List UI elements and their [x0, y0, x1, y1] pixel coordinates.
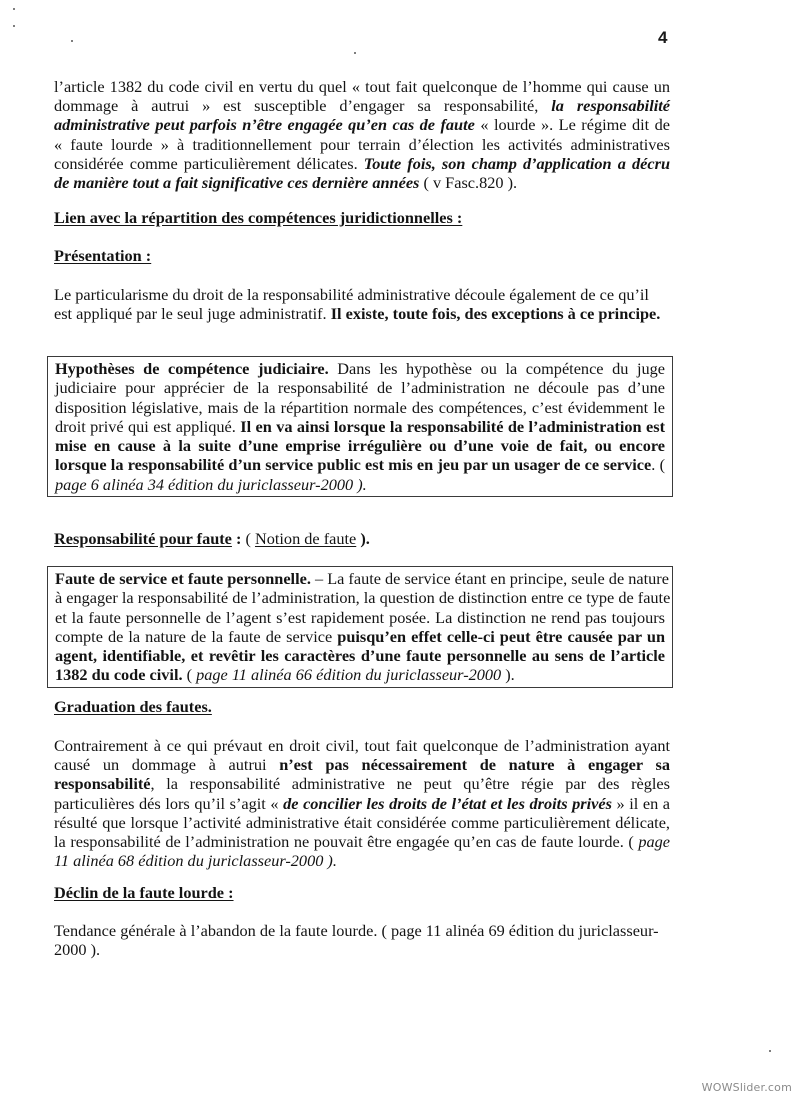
presentation-line-2-bold: Il existe, toute fois, des exceptions à ce principe.	[330, 304, 661, 324]
text-line	[54, 154, 670, 173]
text-line	[55, 569, 669, 588]
text-line	[55, 359, 665, 378]
section-heading-presentation: Présentation :	[54, 246, 152, 265]
plain-text: considérée comme particulièrement délicates.	[54, 153, 364, 173]
intro-paragraph	[54, 77, 670, 192]
heading-underlined-part: Responsabilité pour faute	[54, 529, 232, 548]
text-line	[54, 115, 670, 134]
section-heading-lien: Lien avec la répartition des compétences juridictionnelles :	[54, 208, 463, 227]
presentation-line-1: Le particularisme du droit de la responsabilité administrative découle également de ce qu’il	[54, 285, 649, 304]
declin-paragraph	[54, 921, 670, 959]
heading-colon: :	[231, 529, 246, 548]
plain-text: disposition législative, mais de la répartition normale des compétences, c’est évidemment le	[55, 397, 665, 417]
bold-italic-text: de manière tout a fait significative ces dernière années	[54, 173, 420, 193]
plain-text: à engager la responsabilité de l’administration, la question de distinction entre ce type de faute	[55, 588, 671, 608]
text-line	[54, 96, 670, 115]
boxed-excerpt-competence-judiciaire	[47, 356, 673, 497]
text-line	[55, 398, 665, 417]
plain-text: l’article 1382 du code civil en vertu du quel « tout fait quelconque de l’homme qui cause un	[54, 77, 670, 96]
bold-italic-text: de concilier les droits de l’état et les droits privés	[283, 793, 612, 813]
presentation-line-2	[54, 304, 670, 323]
scan-speck	[71, 40, 73, 42]
italic-text: page	[638, 832, 670, 852]
scan-speck	[354, 52, 356, 54]
plain-text: . (	[651, 455, 665, 475]
section-heading-graduation: Graduation des fautes.	[54, 697, 212, 716]
presentation-line-2-plain: est appliqué par le seul juge administratif.	[54, 304, 331, 324]
bold-text: 1382 du code civil.	[55, 665, 183, 685]
plain-text: causé un dommage à autrui	[54, 755, 280, 775]
scan-speck	[13, 25, 15, 27]
text-line	[54, 813, 670, 832]
bold-text: Il en va ainsi lorsque la responsabilité de l’administration est	[240, 416, 665, 436]
plain-text: (	[182, 665, 197, 685]
text-line	[55, 378, 665, 397]
heading-notion-de-faute: Notion de faute	[254, 529, 357, 548]
boxed-excerpt-faute-de-service	[47, 566, 673, 688]
watermark: WOWSlider.com	[701, 1081, 792, 1094]
plain-text: compte de la nature de la faute de service	[55, 626, 338, 646]
bold-text: mise en cause à la suite d’une emprise irrégulière ou d’une voie de fait, ou encore	[55, 436, 665, 456]
bold-text: puisqu’en effet celle-ci peut être causée par un	[337, 626, 665, 646]
bold-italic-text: la responsabilité	[551, 96, 670, 116]
plain-text: et la faute personnelle de l’agent s’est rapidement posée. La distinction ne rend pas toujours	[55, 607, 665, 627]
text-line	[55, 646, 665, 665]
text-line	[54, 851, 670, 870]
bold-text: responsabilité	[54, 774, 151, 794]
bold-text: Hypothèses de compétence judiciaire.	[55, 359, 329, 378]
plain-text: Contrairement à ce qui prévaut en droit civil, tout fait quelconque de l’administration ayant	[54, 736, 670, 755]
text-line	[55, 436, 665, 455]
plain-text: , la responsabilité administrative ne peut qu’être régie par des règles	[150, 774, 670, 794]
text-line	[54, 173, 670, 192]
plain-text: « faute lourde » à traditionnellement pour terrain d’élection les activités administratives	[54, 134, 670, 154]
text-line	[54, 774, 670, 793]
plain-text: la responsabilité de l’administration ne pouvait être engagée qu’en cas de faute lourde. (	[54, 832, 639, 852]
text-line	[55, 665, 665, 684]
plain-text: droit privé qui est appliqué.	[55, 416, 241, 436]
plain-text: ( v Fasc.820 ).	[419, 173, 518, 193]
text-line	[54, 736, 670, 755]
declin-line-2: 2000 ).	[54, 940, 101, 960]
bold-text: lorsque la responsabilité d’un service public est mis en jeu par un usager de ce service	[55, 455, 652, 475]
text-line	[55, 627, 665, 646]
text-line	[55, 608, 665, 627]
bold-italic-text: administrative peut parfois n’être engagée qu’en cas de faute	[54, 115, 475, 135]
scan-speck	[769, 1050, 771, 1052]
bold-text: n’est pas nécessairement de nature à engager sa	[279, 755, 670, 775]
plain-text: » il en a	[611, 793, 671, 813]
italic-text: page 11 alinéa 66 édition du juriclasseur-2000	[196, 665, 502, 685]
text-line	[54, 832, 670, 851]
italic-text: 11 alinéa 68 édition du juriclasseur-2000 ).	[54, 851, 337, 871]
text-line	[54, 135, 670, 154]
bold-italic-text: Toute fois, son champ d’application a décru	[363, 153, 670, 173]
bold-text: Faute de service et faute personnelle.	[55, 569, 311, 588]
bold-text: agent, identifiable, et revêtir les caractères d’une faute personnelle au sens de l’article	[55, 646, 665, 666]
declin-line-1: Tendance générale à l’abandon de la faute lourde. ( page 11 alinéa 69 édition du juriclasseur-	[54, 921, 659, 940]
plain-text: particulières dés lors qu’il s’agit «	[54, 793, 284, 813]
scan-speck	[13, 8, 15, 10]
text-line	[55, 475, 665, 494]
graduation-paragraph	[54, 736, 670, 870]
section-heading-declin: Déclin de la faute lourde :	[54, 883, 234, 902]
plain-text: ).	[501, 665, 515, 685]
section-heading-responsabilite-pour-faute	[54, 529, 370, 549]
heading-paren-close: ).	[356, 529, 370, 548]
plain-text: Dans les hypothèse ou la compétence du juge	[328, 359, 665, 378]
italic-text: page 6 alinéa 34 édition du juriclasseur-2000 ).	[55, 474, 367, 494]
plain-text: résulté que lorsque l’activité administrative était considérée comme particulièrement délicate,	[54, 812, 670, 832]
page-number: 4	[658, 28, 667, 47]
plain-text: – La faute de service étant en principe, seule de nature	[310, 569, 669, 588]
plain-text: « lourde ». Le régime dit de	[474, 115, 670, 135]
presentation-paragraph	[54, 285, 670, 323]
text-line	[54, 755, 670, 774]
text-line	[55, 455, 665, 474]
text-line	[55, 417, 665, 436]
text-line	[54, 794, 670, 813]
plain-text: dommage à autrui » est susceptible d’engager sa responsabilité,	[54, 96, 552, 116]
plain-text: judiciaire pour apprécier de la responsabilité de l’administration ne découle pas d’une	[55, 378, 665, 398]
heading-paren-open: (	[245, 529, 255, 548]
text-line	[55, 588, 671, 608]
text-line	[54, 77, 670, 96]
